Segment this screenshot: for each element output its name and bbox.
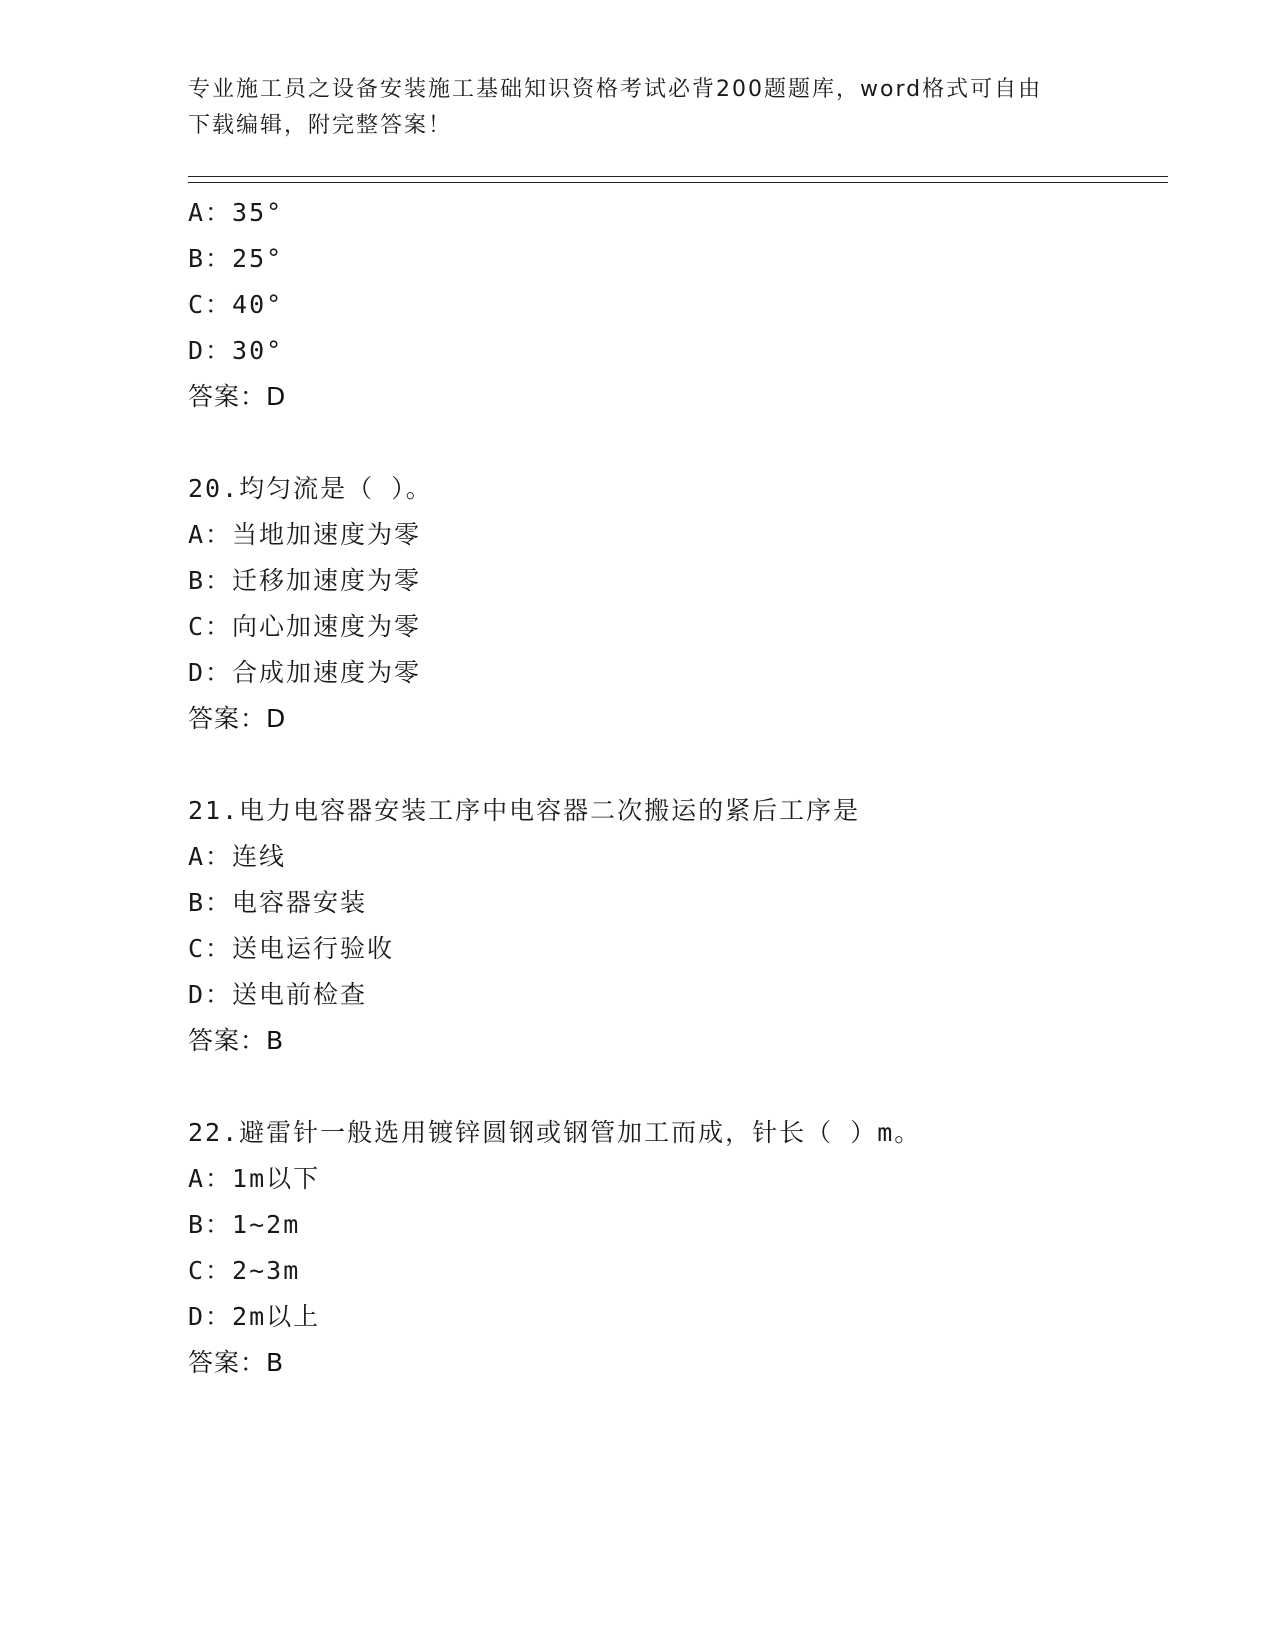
spacer: [188, 420, 1168, 466]
header-divider-top: [188, 176, 1168, 177]
option-b: B：电容器安装: [188, 888, 368, 917]
option-b: B：迁移加速度为零: [188, 566, 422, 595]
option-a: A：连线: [188, 842, 287, 871]
question-text: 20.均匀流是（ ）。: [188, 474, 433, 503]
question-block-20: [188, 466, 1168, 742]
option-a: A：当地加速度为零: [188, 520, 422, 549]
question-list: [188, 190, 1168, 1386]
answer-line: 答案：B: [188, 1348, 285, 1377]
option-d: D：2m以上: [188, 1302, 321, 1331]
option-c: C：2~3m: [188, 1256, 301, 1285]
option-c: C：送电运行验收: [188, 934, 395, 963]
option-d: D：30°: [188, 336, 284, 365]
header-line-2: 下载编辑，附完整答案！: [188, 113, 453, 138]
answer-line: 答案：B: [188, 1026, 285, 1055]
answer-line: 答案：D: [188, 704, 287, 733]
option-b: B：1~2m: [188, 1210, 301, 1239]
option-c: C：40°: [188, 290, 284, 319]
document-header: [188, 72, 1088, 144]
question-block-21: [188, 788, 1168, 1064]
option-a: A：1m以下: [188, 1164, 321, 1193]
option-b: B：25°: [188, 244, 284, 273]
spacer: [188, 1064, 1168, 1110]
question-text: 21.电力电容器安装工序中电容器二次搬运的紧后工序是: [188, 796, 861, 825]
spacer: [188, 742, 1168, 788]
option-d: D：合成加速度为零: [188, 658, 422, 687]
option-d: D：送电前检查: [188, 980, 368, 1009]
question-text: 22.避雷针一般选用镀锌圆钢或钢管加工而成，针长（ ）m。: [188, 1118, 922, 1147]
header-line-1: 专业施工员之设备安装施工基础知识资格考试必背200题题库，word格式可自由: [188, 77, 1043, 102]
question-block-22: [188, 1110, 1168, 1386]
answer-line: 答案：D: [188, 382, 287, 411]
question-block-19: [188, 190, 1168, 420]
header-divider-bottom: [188, 182, 1168, 183]
option-c: C：向心加速度为零: [188, 612, 422, 641]
option-a: A：35°: [188, 198, 284, 227]
